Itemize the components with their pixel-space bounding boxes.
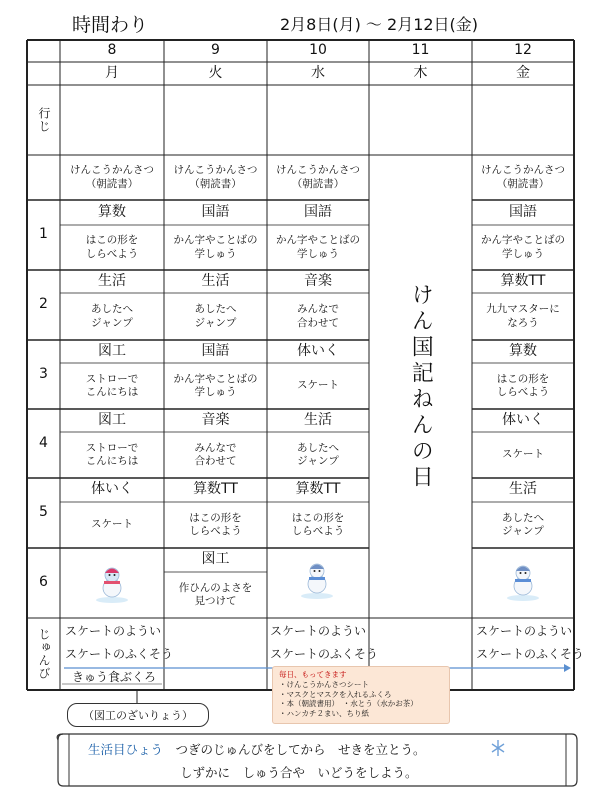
content-cell: スケート <box>91 518 133 531</box>
content-cell: スケート <box>502 448 544 461</box>
period-number: 6 <box>39 574 48 591</box>
page-title: 時間わり <box>72 14 149 36</box>
subject-cell: 体いく <box>502 411 544 428</box>
life-goal-text-1: つぎのじゅんびをしてから せきを立とう。 <box>175 742 426 757</box>
subject-cell: 国語 <box>201 203 230 220</box>
note-item: ・ハンカチ２まい、ちり紙 <box>279 709 369 718</box>
content-cell: あしたへ ジャンプ <box>194 303 237 329</box>
morning-cell: けんこうかんさつ （朝読書） <box>173 164 258 190</box>
subject-cell: 体いく <box>297 342 339 359</box>
morning-cell: けんこうかんさつ （朝読書） <box>481 164 565 190</box>
holiday-label: けん国記ねんの日 <box>408 282 434 491</box>
note-item: ・本（朝読書用） ・水とう（水かお茶） <box>279 699 418 709</box>
period-number: 5 <box>39 504 48 521</box>
content-cell: かん字やことばの 学しゅう <box>481 234 565 260</box>
subject-cell: 算数TT <box>500 272 546 289</box>
column-day: 火 <box>208 64 223 81</box>
content-cell: かん字やことばの 学しゅう <box>276 234 360 260</box>
row-label-gyouji: 行じ <box>37 107 51 133</box>
content-cell: あしたへ ジャンプ <box>91 303 133 329</box>
content-cell: 作ひんのよさを 見つけて <box>178 581 253 607</box>
content-cell: あしたへ ジャンプ <box>502 511 544 537</box>
junbi-item: スケートのようい <box>270 624 367 638</box>
content-cell: ストローで こんにちは <box>85 441 139 467</box>
subject-cell: 生活 <box>201 272 230 289</box>
skating-mascot-icon <box>96 568 128 603</box>
subject-cell: 図工 <box>98 342 126 359</box>
column-day: 木 <box>413 64 428 81</box>
junbi-item: スケートのふくそう <box>270 647 379 661</box>
note-item: ・けんこうかんさつシート <box>279 679 369 689</box>
snowman-mascot-icon <box>301 564 333 599</box>
life-goal-line-2: しずかに しゅう合や いどうをしよう。 <box>180 765 418 780</box>
subject-cell: 国語 <box>304 203 332 220</box>
subject-cell: 国語 <box>509 203 537 220</box>
content-cell: みんなで 合わせて <box>297 303 339 329</box>
column-day: 金 <box>516 64 530 81</box>
junbi-item: スケートのようい <box>65 624 162 638</box>
note-item: ・マスクとマスクを入れるふくろ <box>279 689 392 699</box>
column-date: 8 <box>107 42 117 59</box>
column-date: 10 <box>309 42 327 59</box>
period-number: 3 <box>39 365 48 382</box>
content-cell: はこの形を しらべよう <box>189 511 242 537</box>
daily-items-note <box>272 666 450 724</box>
column-day: 水 <box>311 64 325 81</box>
morning-cell: けんこうかんさつ （朝読書） <box>70 164 154 190</box>
subject-cell: 図工 <box>201 551 230 568</box>
subject-cell: 音楽 <box>304 272 332 289</box>
art-materials-callout: （図工のざいりょう） <box>67 703 209 727</box>
subject-cell: 国語 <box>201 342 230 359</box>
period-number: 2 <box>39 296 48 313</box>
content-cell: はこの形を しらべよう <box>85 234 139 260</box>
content-cell: みんなで 合わせて <box>194 441 237 467</box>
content-cell: 九九マスターに なろう <box>486 303 560 329</box>
subject-cell: 音楽 <box>201 411 230 428</box>
subject-cell: 図工 <box>98 411 126 428</box>
junbi-item: スケートのようい <box>476 624 573 638</box>
content-cell: スケート <box>297 379 339 392</box>
subject-cell: 算数TT <box>193 481 238 498</box>
period-number: 1 <box>39 226 48 243</box>
subject-cell: 算数 <box>509 342 537 359</box>
subject-cell: 算数TT <box>295 481 341 498</box>
junbi-item: きゅう食ぶくろ <box>72 670 157 684</box>
content-cell: あしたへ ジャンプ <box>297 441 339 467</box>
morning-cell: けんこうかんさつ （朝読書） <box>276 164 360 190</box>
junbi-item: スケートのふくそう <box>476 647 585 661</box>
column-date: 11 <box>411 42 430 59</box>
snowflake-icon <box>490 738 506 758</box>
content-cell: ストローで こんにちは <box>85 372 139 398</box>
column-day: 月 <box>105 64 119 81</box>
column-date: 9 <box>211 42 220 59</box>
content-cell: かん字やことばの 学しゅう <box>173 372 258 398</box>
row-label-junbi: じゅんび <box>37 628 51 680</box>
subject-cell: 算数 <box>98 203 126 220</box>
subject-cell: 生活 <box>509 481 537 498</box>
snowman-mascot-icon <box>507 566 539 601</box>
life-goal-label: 生活目ひょう <box>88 742 164 757</box>
arrow-head-icon <box>564 664 571 672</box>
period-number: 4 <box>39 434 48 451</box>
subject-cell: 生活 <box>98 272 126 289</box>
content-cell: はこの形を しらべよう <box>291 511 345 537</box>
column-date: 12 <box>514 42 532 59</box>
subject-cell: 体いく <box>91 481 133 498</box>
content-cell: はこの形を しらべよう <box>496 372 550 398</box>
subject-cell: 生活 <box>304 411 332 428</box>
content-cell: かん字やことばの 学しゅう <box>173 234 258 260</box>
note-title: 毎日、もってきます <box>279 670 347 679</box>
life-goal-line-1 <box>88 740 426 758</box>
date-range: 2月8日(月) ～ 2月12日(金) <box>280 15 479 34</box>
junbi-item: スケートのふくそう <box>65 647 174 661</box>
